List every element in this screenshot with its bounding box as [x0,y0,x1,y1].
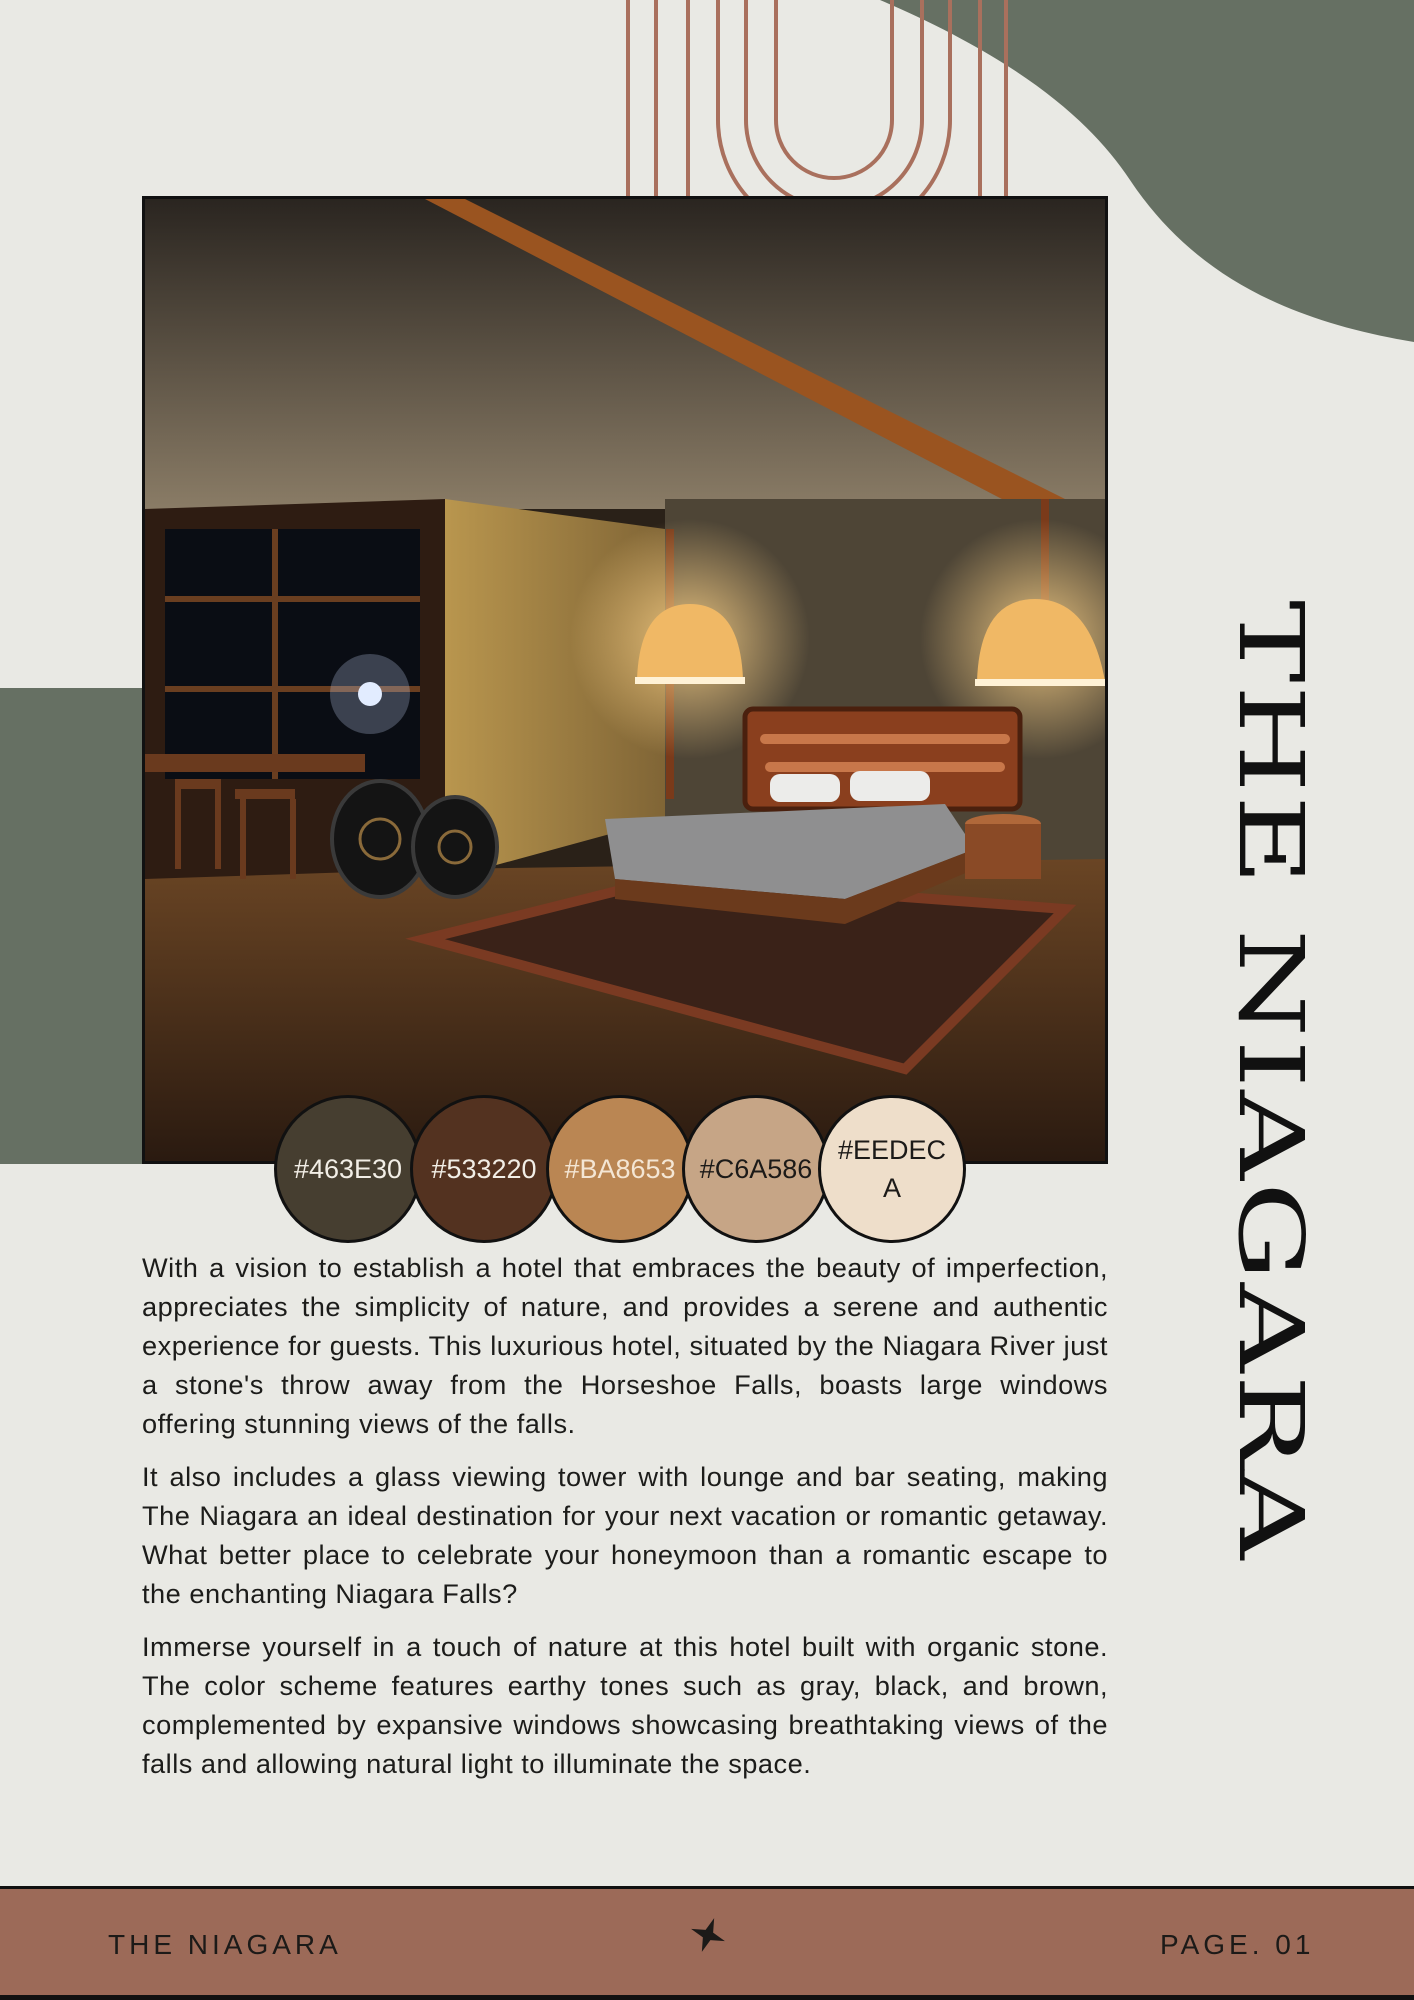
four-point-star-icon [688,1915,728,1955]
palette-swatch [410,1095,558,1243]
vertical-title: THE NIAGARA [1218,600,1322,1562]
palette-swatch [274,1095,422,1243]
swatch-label: #EEDECA [837,1135,947,1203]
page-number: PAGE. 01 [1160,1929,1315,1960]
swatch-label: #C6A586 [699,1154,813,1184]
footer-bottom-rule [0,1995,1414,2000]
swatch-label: #463E30 [293,1154,403,1184]
paragraph: It also includes a glass viewing tower with lounge and bar seating, making The Niagara an ideal destination for your next vacation or romantic getaway. What better place to celebrate your honeymoon than a romantic escape to the enchanting Niagara Falls? [142,1461,1108,1609]
color-palette [274,1095,994,1255]
description-text [142,1248,1108,1797]
swatch-label: #533220 [431,1154,537,1184]
swatch-label: #BA8653 [564,1154,676,1184]
palette-swatch [682,1095,830,1243]
paragraph: Immerse yourself in a touch of nature at this hotel built with organic stone. The color scheme features earthy tones such as gray, black, and brown, complemented by expansive windows showcasing breathtaking views of the falls and allowing natural light to illuminate the space. [142,1631,1108,1779]
footer-title: THE NIAGARA [108,1929,342,1960]
palette-swatch [818,1095,966,1243]
page-footer [0,1886,1414,2000]
hotel-room-photo [142,196,1108,1164]
paragraph: With a vision to establish a hotel that embraces the beauty of imperfection, appreciates the simplicity of nature, and provides a serene and authentic experience for guests. This luxurious hotel, situated by the Niagara River just a stone's throw away from the Horseshoe Falls, boasts large windows offering stunning views of the falls. [142,1252,1108,1439]
palette-swatch [546,1095,694,1243]
decorative-green-block [0,688,142,1164]
decorative-arches [610,0,1130,200]
